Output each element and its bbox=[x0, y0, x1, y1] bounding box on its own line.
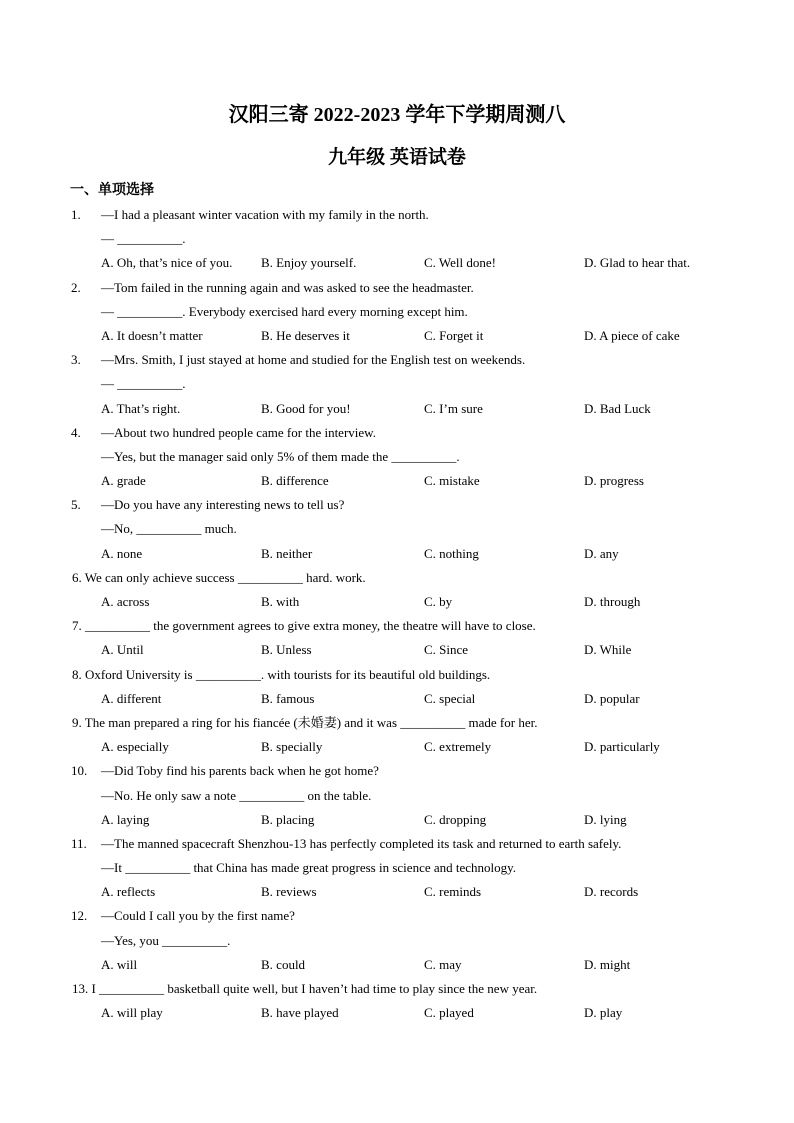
question-number: 3. bbox=[71, 352, 81, 368]
answer-option[interactable]: A. Until bbox=[101, 642, 144, 658]
answer-option[interactable]: B. He deserves it bbox=[261, 327, 350, 343]
answer-option[interactable]: B. difference bbox=[261, 473, 329, 489]
options-row bbox=[0, 251, 794, 275]
answer-option[interactable]: A. reflects bbox=[101, 884, 156, 900]
question-text: —No. He only saw a note __________ on the table. bbox=[101, 787, 372, 803]
question-list bbox=[0, 203, 794, 1025]
question-text: —I had a pleasant winter vacation with my family in the north. bbox=[101, 207, 429, 222]
answer-option[interactable]: C. special bbox=[424, 690, 476, 706]
question-text: —Yes, but the manager said only 5% of them made the __________. bbox=[101, 448, 460, 464]
options-row bbox=[0, 542, 794, 566]
answer-option[interactable]: A. none bbox=[101, 545, 143, 561]
answer-option[interactable]: A. different bbox=[101, 690, 162, 706]
answer-option[interactable]: C. extremely bbox=[424, 739, 492, 755]
question-line bbox=[0, 517, 794, 541]
answer-option[interactable]: D. might bbox=[584, 956, 631, 972]
answer-option[interactable]: A. will play bbox=[101, 1005, 163, 1021]
question-line bbox=[0, 372, 794, 396]
answer-option[interactable]: B. reviews bbox=[261, 884, 317, 900]
section-heading: 一、单项选择 bbox=[70, 183, 154, 198]
options-row bbox=[0, 1001, 794, 1025]
answer-option[interactable]: D. play bbox=[584, 1005, 623, 1021]
question-text: —Could I call you by the first name? bbox=[101, 908, 295, 924]
answer-option[interactable]: C. reminds bbox=[424, 884, 482, 900]
question-line bbox=[0, 421, 794, 445]
question-text: 6. We can only achieve success __________ hard. work. bbox=[72, 569, 366, 585]
answer-option[interactable]: D. progress bbox=[584, 473, 644, 489]
answer-option[interactable]: C. Well done! bbox=[424, 255, 497, 271]
answer-option[interactable]: C. dropping bbox=[424, 811, 487, 827]
answer-option[interactable]: A. laying bbox=[101, 811, 150, 827]
question-line bbox=[0, 300, 794, 324]
answer-option[interactable]: B. specially bbox=[261, 739, 323, 755]
options-row bbox=[0, 397, 794, 421]
answer-option[interactable]: C. nothing bbox=[424, 545, 479, 561]
question-text: —About two hundred people came for the interview. bbox=[101, 424, 376, 440]
answer-option[interactable]: C. by bbox=[424, 594, 453, 609]
answer-option[interactable]: A. It doesn’t matter bbox=[101, 327, 203, 343]
answer-option[interactable]: D. Glad to hear that. bbox=[584, 255, 691, 271]
answer-option[interactable]: D. particularly bbox=[584, 739, 660, 755]
options-row bbox=[0, 469, 794, 493]
answer-option[interactable]: A. especially bbox=[101, 739, 169, 755]
answer-option[interactable]: B. neither bbox=[261, 545, 313, 561]
answer-option[interactable]: D. popular bbox=[584, 690, 640, 706]
question-text: —The manned spacecraft Shenzhou-13 has perfectly completed its task and returned to earth safely. bbox=[101, 835, 622, 851]
question-line bbox=[0, 614, 794, 638]
question-text: — __________. bbox=[101, 231, 186, 247]
question-line bbox=[0, 759, 794, 783]
question-line bbox=[0, 445, 794, 469]
options-row bbox=[0, 638, 794, 662]
question-text: —It __________ that China has made great progress in science and technology. bbox=[101, 860, 517, 876]
question-line bbox=[0, 203, 794, 227]
question-line bbox=[0, 566, 794, 590]
answer-option[interactable]: C. played bbox=[424, 1005, 474, 1021]
answer-option[interactable]: D. any bbox=[584, 545, 619, 561]
answer-option[interactable]: B. placing bbox=[261, 811, 315, 827]
question-line bbox=[0, 977, 794, 1001]
answer-option[interactable]: C. Since bbox=[424, 642, 469, 658]
answer-option[interactable]: B. Enjoy yourself. bbox=[261, 255, 357, 271]
answer-option[interactable]: C. mistake bbox=[424, 473, 480, 489]
answer-option[interactable]: A. will bbox=[101, 956, 138, 972]
question-line bbox=[0, 227, 794, 251]
question-text: —No, __________ much. bbox=[101, 521, 237, 537]
options-row bbox=[0, 324, 794, 348]
question-line bbox=[0, 276, 794, 300]
question-text: —Do you have any interesting news to tell us? bbox=[101, 497, 345, 513]
question-number: 5. bbox=[71, 497, 81, 513]
options-row bbox=[0, 590, 794, 614]
question-text: 8. Oxford University is __________. with tourists for its beautiful old buildings. bbox=[72, 666, 491, 682]
answer-option[interactable]: A. That’s right. bbox=[101, 400, 181, 416]
question-line bbox=[0, 348, 794, 372]
answer-option[interactable]: A. Oh, that’s nice of you. bbox=[101, 255, 233, 271]
answer-option[interactable]: C. I’m sure bbox=[424, 400, 483, 416]
question-text: —Tom failed in the running again and was asked to see the headmaster. bbox=[101, 279, 474, 295]
options-row bbox=[0, 808, 794, 832]
answer-option[interactable]: B. Good for you! bbox=[261, 400, 351, 416]
answer-option[interactable]: D. through bbox=[584, 594, 641, 609]
answer-option[interactable]: C. Forget it bbox=[424, 327, 484, 343]
question-line bbox=[0, 929, 794, 953]
answer-option[interactable]: D. A piece of cake bbox=[584, 327, 680, 343]
answer-option[interactable]: B. Unless bbox=[261, 642, 312, 658]
question-line bbox=[0, 711, 794, 735]
question-text: 9. The man prepared a ring for his fiancée (未婚妻) and it was __________ made for her. bbox=[72, 714, 538, 730]
answer-option[interactable]: B. famous bbox=[261, 690, 315, 706]
question-line bbox=[0, 663, 794, 687]
options-row bbox=[0, 687, 794, 711]
question-line bbox=[0, 832, 794, 856]
question-number: 1. bbox=[71, 207, 81, 222]
question-text: 7. __________ the government agrees to give extra money, the theatre will have to close. bbox=[72, 618, 536, 634]
question-text: 13. I __________ basketball quite well, but I haven’t had time to play since the new year. bbox=[72, 981, 538, 996]
question-text: — __________. bbox=[101, 376, 186, 392]
answer-option[interactable]: D. records bbox=[584, 884, 639, 900]
question-line bbox=[0, 784, 794, 808]
question-number: 10. bbox=[71, 763, 88, 779]
answer-option[interactable]: D. While bbox=[584, 642, 632, 658]
question-text: —Yes, you __________. bbox=[101, 932, 231, 948]
options-row bbox=[0, 880, 794, 904]
exam-title: 汉阳三寄 2022-2023 学年下学期周测八 bbox=[228, 104, 566, 126]
question-number: 4. bbox=[71, 424, 81, 440]
question-number: 11. bbox=[71, 835, 87, 851]
answer-option[interactable]: B. could bbox=[261, 956, 306, 972]
answer-option[interactable]: D. Bad Luck bbox=[584, 400, 651, 416]
question-text: —Mrs. Smith, I just stayed at home and studied for the English test on weekends. bbox=[101, 352, 526, 368]
question-text: — __________. Everybody exercised hard every morning except him. bbox=[101, 303, 468, 319]
exam-subtitle: 九年级 英语试卷 bbox=[328, 147, 466, 168]
answer-option[interactable]: D. lying bbox=[584, 811, 627, 827]
answer-option[interactable]: B. have played bbox=[261, 1005, 339, 1021]
options-row bbox=[0, 953, 794, 977]
question-line bbox=[0, 856, 794, 880]
question-line bbox=[0, 493, 794, 517]
answer-option[interactable]: B. with bbox=[261, 594, 300, 609]
question-line bbox=[0, 904, 794, 928]
answer-option[interactable]: A. across bbox=[101, 594, 150, 609]
answer-option[interactable]: C. may bbox=[424, 956, 462, 972]
options-row bbox=[0, 735, 794, 759]
answer-option[interactable]: A. grade bbox=[101, 473, 146, 489]
question-text: —Did Toby find his parents back when he got home? bbox=[101, 763, 379, 779]
question-number: 12. bbox=[71, 908, 88, 924]
question-number: 2. bbox=[71, 279, 81, 295]
